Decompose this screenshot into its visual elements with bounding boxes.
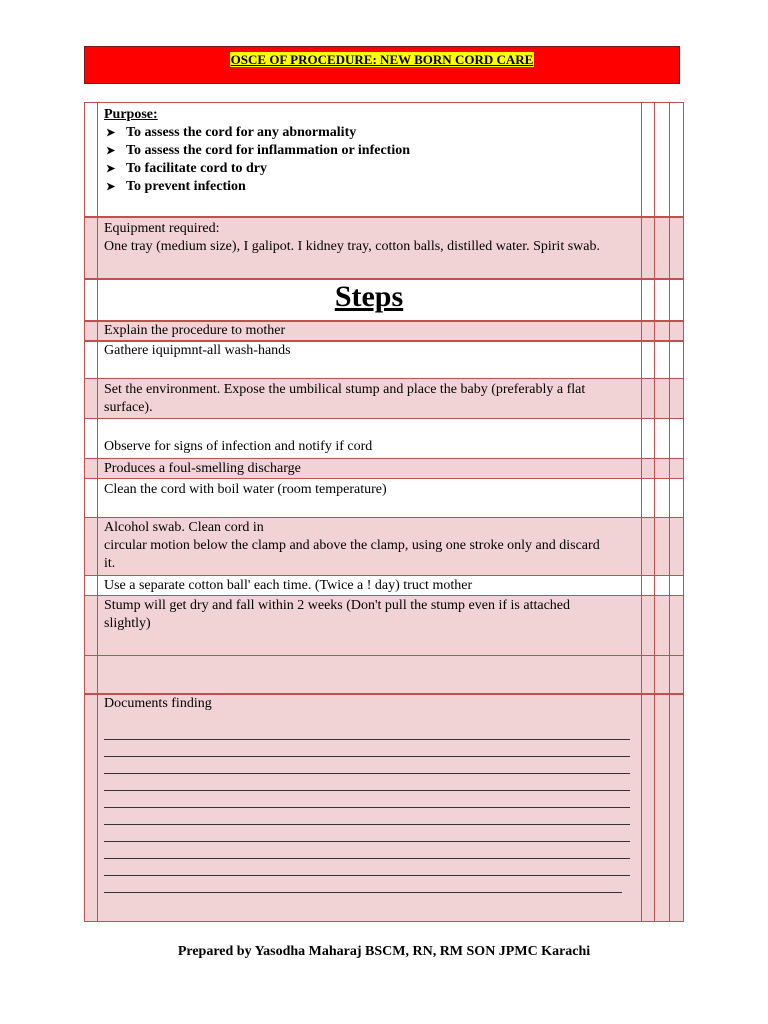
purpose-heading: Purpose: (104, 107, 158, 122)
steps-heading: Steps (334, 280, 404, 313)
blank-line[interactable] (104, 791, 630, 808)
step-text: Alcohol swab. Clean cord in (104, 520, 264, 535)
purpose-list (104, 124, 634, 196)
title-banner (84, 46, 680, 84)
list-item: ➤ To facilitate cord to dry (106, 161, 268, 176)
arrow-bullet-icon: ➤ (106, 163, 116, 175)
blank-row (84, 656, 684, 694)
step-text: circular motion below the clamp and above the clamp, using one stroke only and discard it. (104, 538, 600, 571)
list-item: ➤ To assess the cord for inflammation or infection (106, 143, 411, 158)
blank-line[interactable] (104, 723, 630, 740)
equipment-cell (104, 220, 614, 256)
equipment-heading: Equipment required: (104, 221, 220, 236)
page-title: OSCE OF PROCEDURE: NEW BORN CORD CARE (230, 52, 534, 67)
blank-line[interactable] (104, 808, 630, 825)
step-text: Use a separate cotton ball' each time. (Twice a ! day) truct mother (104, 578, 473, 593)
step-text: Stump will get dry and fall within 2 weeks (Don't pull the stump even if is attached slightly) (104, 598, 570, 631)
blank-line[interactable] (104, 876, 622, 893)
blank-line[interactable] (104, 842, 630, 859)
blank-line[interactable] (104, 825, 630, 842)
blank-line[interactable] (104, 774, 630, 791)
blank-line[interactable] (104, 757, 630, 774)
step-text: Set the environment. Expose the umbilical stump and place the baby (preferably a flat surface). (104, 382, 586, 415)
documents-cell (104, 695, 634, 893)
step-text: Explain the procedure to mother (104, 323, 286, 338)
arrow-bullet-icon: ➤ (106, 181, 116, 193)
step-text: Observe for signs of infection and notify if cord (104, 439, 373, 454)
documents-heading: Documents finding (104, 696, 212, 711)
title-text-wrapper (85, 51, 679, 69)
blank-line[interactable] (104, 740, 630, 757)
equipment-text: One tray (medium size), I galipot. I kidney tray, cotton balls, distilled water. Spirit swab. (104, 239, 600, 254)
arrow-bullet-icon: ➤ (106, 127, 116, 139)
purpose-cell (104, 106, 634, 196)
list-item: ➤ To assess the cord for any abnormality (106, 125, 357, 140)
step-text: Clean the cord with boil water (room temperature) (104, 482, 387, 497)
footer-credit: Prepared by Yasodha Maharaj BSCM, RN, RM SON JPMC Karachi (177, 944, 591, 959)
step-text: Gathere iquipmnt-all wash-hands (104, 343, 291, 358)
procedure-table (84, 102, 684, 922)
step-text: Produces a foul-smelling discharge (104, 461, 301, 476)
arrow-bullet-icon: ➤ (106, 145, 116, 157)
blank-line[interactable] (104, 859, 630, 876)
list-item: ➤ To prevent infection (106, 179, 246, 194)
